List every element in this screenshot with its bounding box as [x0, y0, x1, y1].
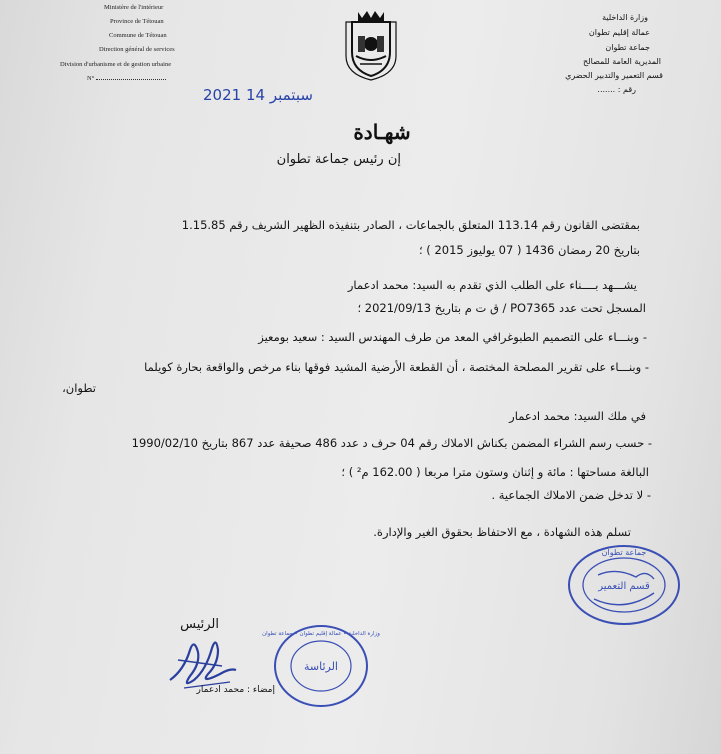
body-line-6: - وبنـــاء على تقرير المصلحة المختصة ، أن القطعة الأرضية المشيد فوقها بناء مرخص والواقعة بحارة كويلما: [144, 360, 649, 374]
header-fr-number: N°: [87, 75, 166, 82]
body-line-7: تطوان،: [62, 381, 96, 395]
document-subtitle: إن رئيس جماعة تطوان: [276, 152, 401, 167]
body-line-12: تسلم هذه الشهادة ، مع الاحتفاظ بحقوق الغير والإدارة.: [373, 525, 631, 539]
body-line-10: البالغة مساحتها : مائة و إثنان وستون مترا مربعا ( 162.00 م² ) ؛: [341, 465, 649, 479]
header-ar-province: عمالة إقليم تطوان: [588, 28, 650, 37]
right-stamp-ring-text: جماعة تطوان: [601, 548, 647, 557]
body-line-2: بتاريخ 20 رمضان 1436 ( 07 يوليوز 2015 ) ؛: [419, 243, 640, 257]
signature-caption: إمضاء : محمد ادعمار: [196, 685, 275, 695]
header-ar-direction: المديرية العامة للمصالح: [583, 57, 661, 66]
presidency-stamp-ring-text: وزارة الداخلية • عمالة إقليم تطوان • جماعة تطوان: [262, 631, 380, 637]
date-stamp: 2021 سبتمبر 14: [203, 86, 313, 104]
body-line-3: يشـــهد بــــناء على الطلب الذي تقدم به السيد: محمد ادعمار: [347, 278, 637, 292]
right-stamp-center-text: قسم التعمير: [598, 581, 650, 592]
header-fr-commune: Commune de Tétouan: [109, 32, 167, 39]
body-line-11: - لا تدخل ضمن الاملاك الجماعية .: [491, 488, 651, 502]
header-fr-ministry: Ministère de l'intérieur: [104, 4, 164, 11]
municipal-round-stamp: [566, 543, 682, 627]
presidency-stamp-text: الرئاسة: [303, 660, 339, 673]
header-ar-commune: جماعة تطوان: [605, 43, 650, 52]
document-title: شهـادة: [353, 120, 411, 144]
body-line-1: بمقتضى القانون رقم 113.14 المتعلق بالجماعات ، الصادر بتنفيذه الظهير الشريف رقم 1.15.85: [181, 218, 640, 232]
header-fr-province: Province de Tétouan: [110, 18, 164, 25]
header-fr-direction: Direction général de services: [99, 46, 175, 53]
header-ar-number: رقم : .......: [597, 85, 636, 94]
header-ar-division: قسم التعمير والتدبير الحضري: [565, 71, 663, 80]
coat-of-arms-icon: [340, 8, 402, 80]
presidency-round-stamp: [262, 623, 380, 709]
header-fr-division: Division d'urbanisme et de gestion urbaine: [60, 61, 172, 68]
president-label: الرئيس: [180, 617, 219, 632]
body-line-4: المسجل تحت عدد PO7365 / ق ت م بتاريخ 2021/09/13 ؛: [357, 301, 646, 315]
body-line-5: - وبنـــاء على التصميم الطبوغرافي المعد من طرف المهندس السيد : سعيد بومعيز: [258, 330, 647, 344]
body-line-9: - حسب رسم الشراء المضمن بكناش الاملاك رقم 04 حرف د عدد 486 صحيفة عدد 867 بتاريخ 1990/02/10: [131, 436, 652, 450]
body-line-8: في ملك السيد: محمد ادعمار: [509, 409, 646, 423]
header-ar-ministry: وزارة الداخلية: [602, 13, 648, 22]
